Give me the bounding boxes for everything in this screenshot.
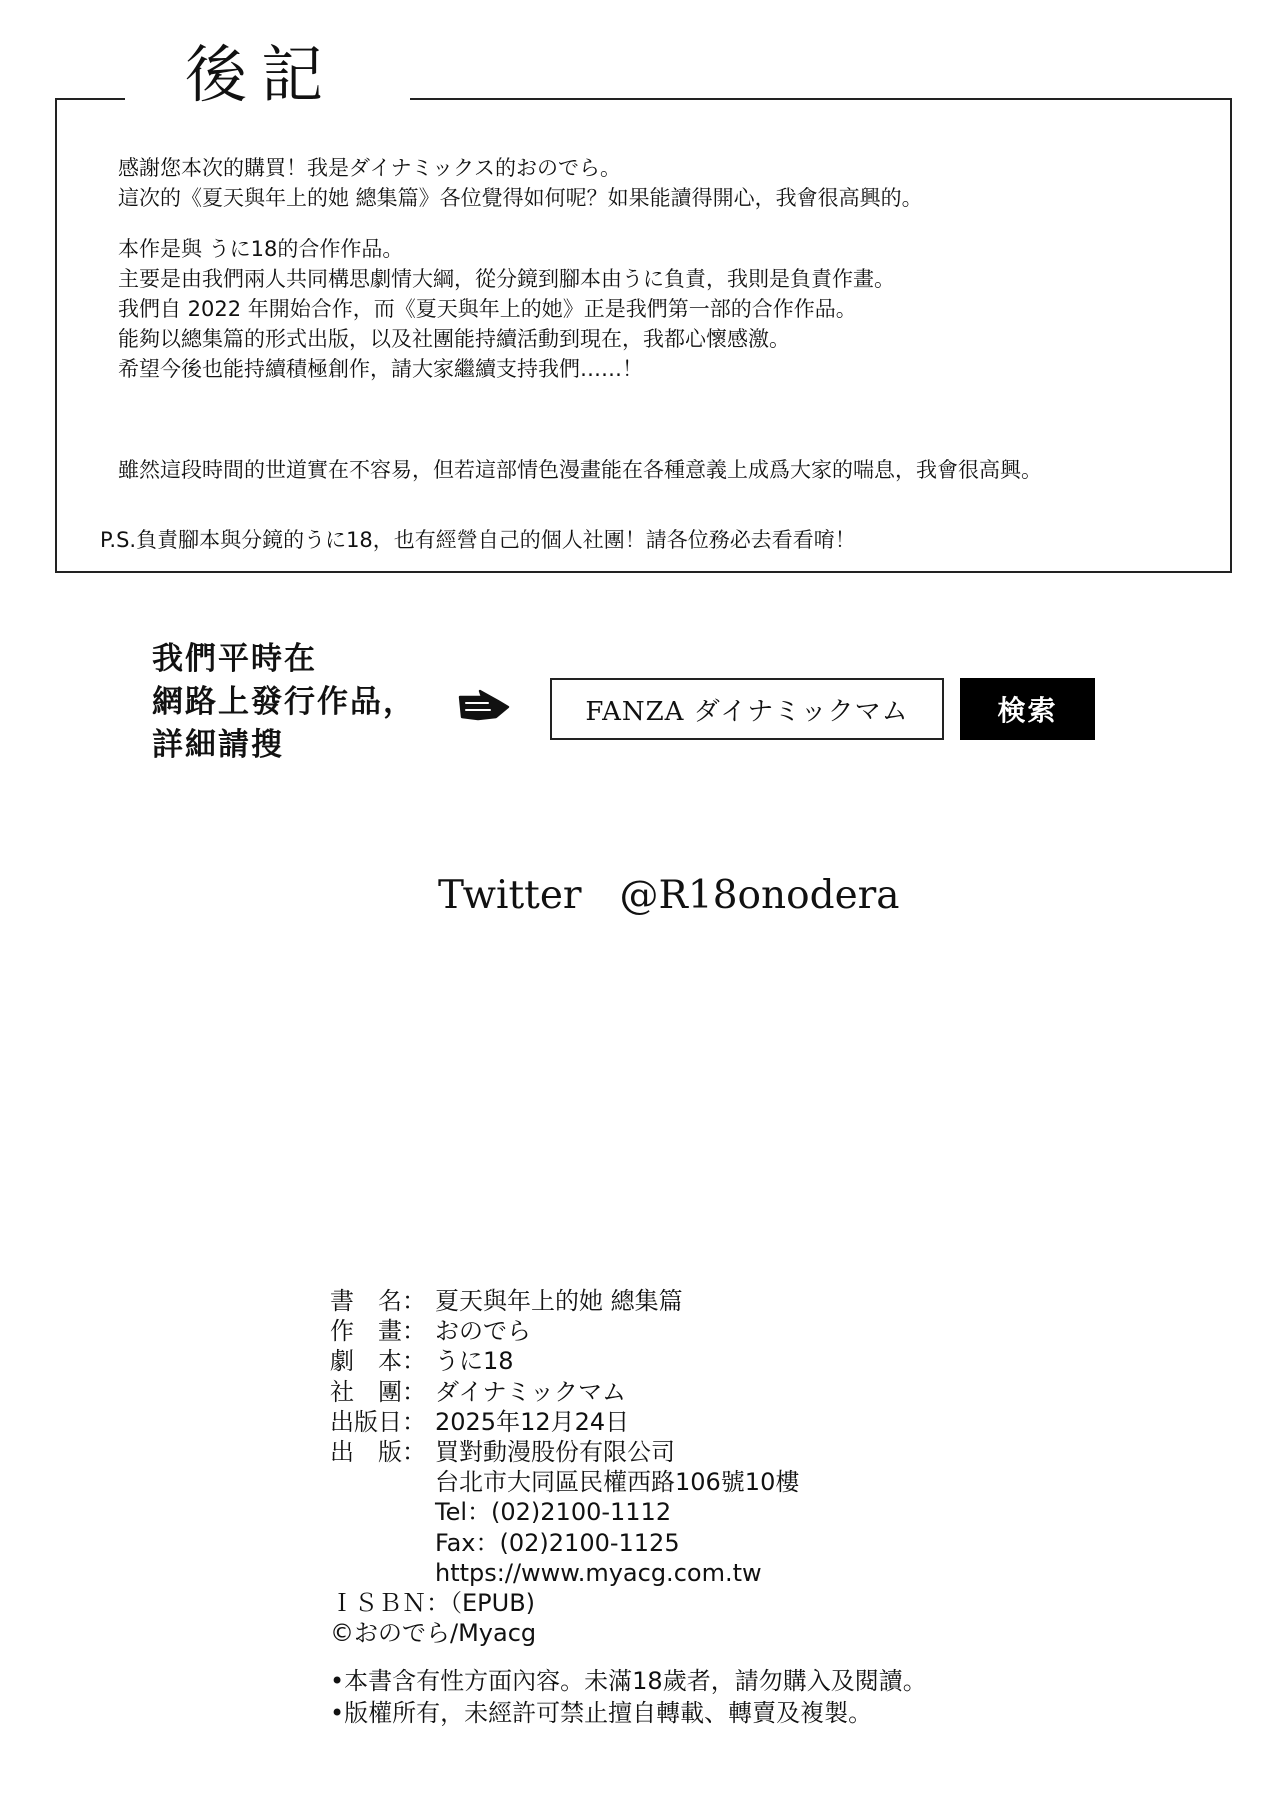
- colophon-row-circle: [330, 1377, 799, 1407]
- colophon-row-date: [330, 1407, 799, 1437]
- colophon-value: 2025年12月24日: [435, 1407, 630, 1436]
- colophon-label: 社 團：: [330, 1377, 426, 1406]
- isbn: ＩＳＢＮ：（EPUB): [330, 1589, 536, 1618]
- colophon-label: 書 名：: [330, 1287, 426, 1315]
- publisher-address: 台北市大同區民權西路106號10樓: [435, 1468, 800, 1497]
- colophon-value: 買對動漫股份有限公司: [435, 1438, 675, 1467]
- notice-item: •版權所有，未經許可禁止擅自轉載、轉賣及複製。: [330, 1699, 873, 1727]
- colophon-row-publisher: [330, 1437, 799, 1467]
- promo-text: [152, 638, 416, 767]
- copyright: ©おのでら/Myacg: [330, 1619, 537, 1648]
- promo-line: 詳細請搜: [152, 727, 284, 763]
- afterword-line: 我們自 2022 年開始合作，而《夏天與年上的她》正是我們第一部的合作作品。: [118, 297, 857, 321]
- afterword-paragraph-3: [118, 455, 1042, 485]
- afterword-line: 這次的《夏天與年上的她 總集篇》各位覺得如何呢？如果能讀得開心，我會很高興的。: [118, 186, 923, 210]
- afterword-paragraph-1: [118, 153, 923, 213]
- publisher-fax: Fax：(02)2100-1125: [435, 1528, 680, 1557]
- twitter-line: [438, 873, 900, 918]
- twitter-label: Twitter: [438, 873, 582, 918]
- colophon-label: 出 版：: [330, 1438, 426, 1467]
- colophon-label: 劇 本：: [330, 1347, 426, 1376]
- afterword-paragraph-2: [118, 234, 895, 384]
- colophon-label: 出版日：: [330, 1407, 426, 1436]
- colophon: [330, 1286, 799, 1648]
- afterword-line: 希望今後也能持續積極創作，請大家繼續支持我們……！: [118, 357, 643, 381]
- colophon-value: うに18: [435, 1347, 514, 1376]
- colophon-row-script: [330, 1346, 799, 1376]
- colophon-value: おのでら: [435, 1317, 531, 1346]
- afterword-line: 本作是與 うに18的合作作品。: [118, 237, 404, 261]
- colophon-value: 夏天與年上的她 總集篇: [435, 1287, 683, 1315]
- afterword-line: 能夠以總集篇的形式出版，以及社團能持續活動到現在，我都心懷感激。: [118, 327, 790, 351]
- colophon-row-artist: [330, 1316, 799, 1346]
- publisher-url[interactable]: https://www.myacg.com.tw: [435, 1558, 762, 1587]
- search-button[interactable]: 検索: [960, 678, 1095, 740]
- twitter-handle[interactable]: @R18onodera: [619, 873, 900, 918]
- promo-line: 我們平時在: [152, 641, 317, 677]
- afterword-line: 主要是由我們兩人共同構思劇情大綱，從分鏡到腳本由うに負責，我則是負責作畫。: [118, 267, 895, 291]
- afterword-title: 後記: [185, 38, 338, 111]
- colophon-value: ダイナミックマム: [435, 1377, 627, 1406]
- afterword-line: 雖然這段時間的世道實在不容易，但若這部情色漫畫能在各種意義上成爲大家的喘息，我會很高興。: [118, 458, 1042, 482]
- colophon-row-title: [330, 1286, 799, 1316]
- colophon-label: 作 畫：: [330, 1317, 426, 1346]
- afterword-line: 感謝您本次的購買！我是ダイナミックス的おのでら。: [118, 156, 621, 180]
- publisher-tel: Tel：(02)2100-1112: [435, 1498, 672, 1527]
- search-input[interactable]: FANZA ダイナミックマム: [550, 678, 944, 740]
- afterword-ps: P.S.負責腳本與分鏡的うに18，也有經營自己的個人社團！請各位務必去看看唷！: [100, 528, 856, 552]
- pointing-hand-icon: [458, 687, 510, 723]
- notices: [330, 1665, 927, 1729]
- promo-line: 網路上發行作品，: [152, 684, 416, 720]
- notice-item: •本書含有性方面內容。未滿18歲者，請勿購入及閱讀。: [330, 1667, 927, 1695]
